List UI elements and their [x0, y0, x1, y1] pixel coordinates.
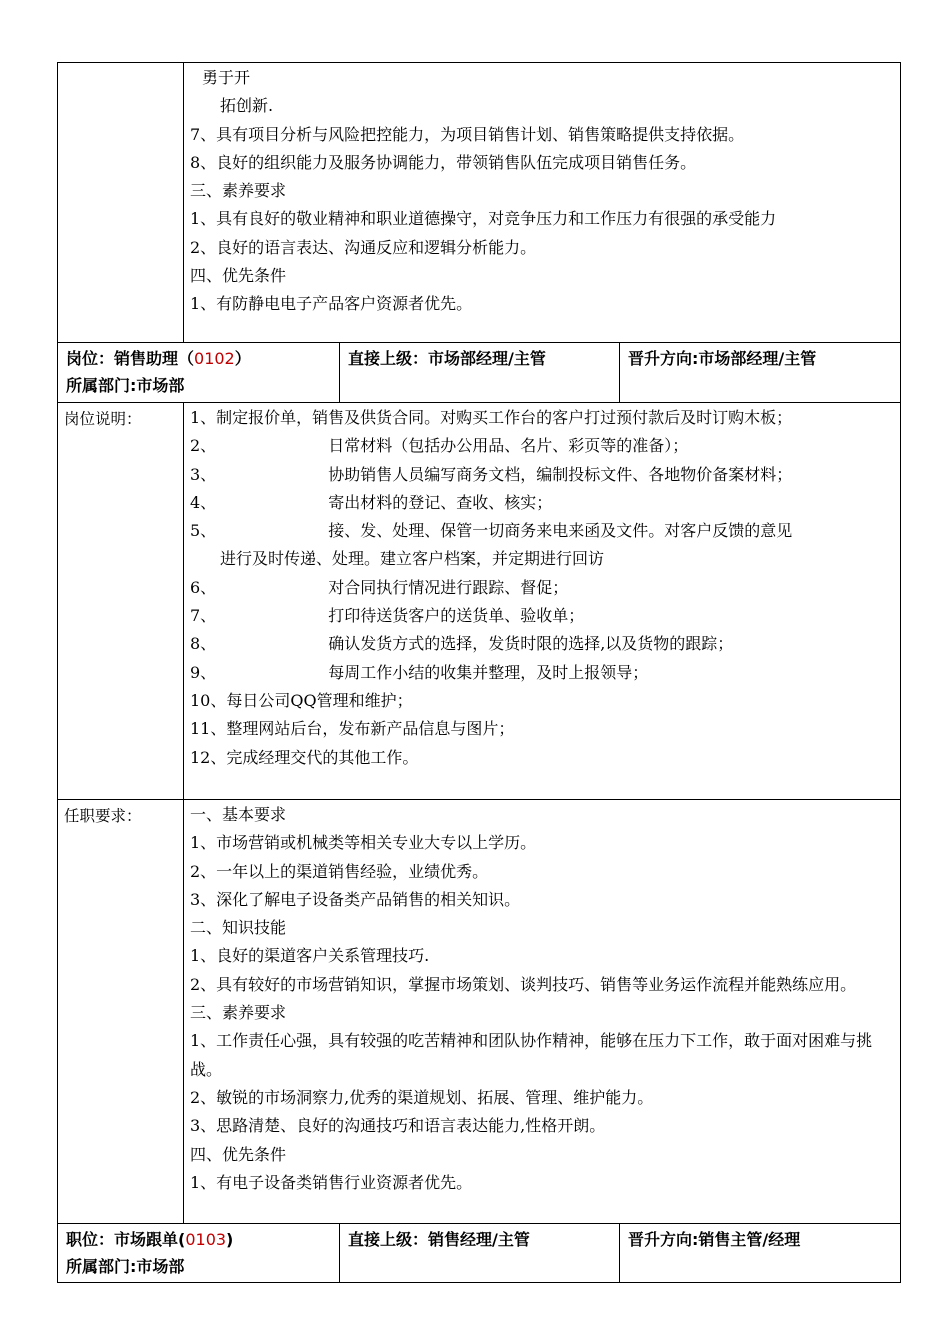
duty-line	[190, 630, 900, 658]
promotion-path: 晋升方向:销售主管/经理	[628, 1230, 801, 1249]
job-description-table	[57, 62, 901, 1283]
position-title-cell	[58, 343, 340, 403]
req-label-cell	[58, 800, 184, 1224]
duty-number: 6、	[190, 577, 217, 597]
position-title-suffix: )	[226, 1230, 234, 1249]
position-title-suffix: ）	[234, 349, 251, 368]
desc-content-cell	[184, 403, 901, 800]
position-title	[66, 345, 331, 372]
duty-number: 7、	[190, 606, 217, 626]
duty-text: 打印待送货客户的送货单、验收单；	[328, 606, 585, 626]
promotion-path: 晋升方向:市场部经理/主管	[628, 349, 817, 368]
duty-text: 日常材料（包括办公用品、名片、彩页等的准备）；	[328, 436, 689, 456]
requirement-line: 2、良好的语言表达、沟通反应和逻辑分析能力。	[190, 237, 537, 257]
requirement-heading: 一、基本要求	[190, 805, 287, 824]
supervisor-cell	[340, 343, 620, 403]
position-title-text: 职位：市场跟单(	[66, 1230, 186, 1249]
supervisor-cell	[340, 1224, 620, 1283]
duty-number: 2、	[190, 436, 217, 456]
job-description-row	[58, 403, 901, 800]
requirement-line: 3、思路清楚、良好的沟通技巧和语言表达能力,性格开朗。	[190, 1116, 606, 1136]
document-page	[57, 62, 900, 1283]
duty-text: 确认发货方式的选择，发货时限的选择,以及货物的跟踪；	[328, 634, 734, 654]
prev-label-cell	[58, 63, 184, 343]
requirement-line: 2、一年以上的渠道销售经验，业绩优秀。	[190, 861, 489, 881]
requirement-line: 1、有防静电电子产品客户资源者优先。	[190, 294, 473, 314]
requirement-line: 1、良好的渠道客户关系管理技巧.	[190, 946, 430, 966]
job-requirements-row	[58, 800, 901, 1224]
duty-line	[190, 489, 900, 517]
prev-requirements-row	[58, 63, 901, 343]
position-title	[66, 1226, 331, 1253]
duty-line: 11、整理网站后台，发布新产品信息与图片；	[190, 719, 515, 739]
requirement-line: 1、有电子设备类销售行业资源者优先。	[190, 1172, 473, 1192]
requirement-line: 3、深化了解电子设备类产品销售的相关知识。	[190, 889, 521, 909]
department: 所属部门:市场部	[66, 376, 185, 395]
duty-line	[190, 574, 900, 602]
duty-line: 12、完成经理交代的其他工作。	[190, 747, 419, 767]
position-header-row	[58, 1224, 901, 1283]
requirement-line: 勇于开	[202, 68, 251, 87]
position-title-cell	[58, 1224, 340, 1283]
requirement-line: 2、敏锐的市场洞察力,优秀的渠道规划、拓展、管理、维护能力。	[190, 1087, 654, 1107]
req-content-cell	[184, 800, 901, 1224]
requirement-line: 1、市场营销或机械类等相关专业大专以上学历。	[190, 833, 537, 853]
requirement-line: 7、具有项目分析与风险把控能力，为项目销售计划、销售策略提供支持依据。	[190, 124, 745, 144]
requirement-heading: 三、素养要求	[190, 181, 287, 201]
requirement-heading: 三、素养要求	[190, 1003, 287, 1023]
duty-text: 寄出材料的登记、查收、核实；	[328, 492, 553, 512]
duty-line	[190, 461, 900, 489]
requirement-line: 1、具有良好的敬业精神和职业道德操守，对竞争压力和工作压力有很强的承受能力	[190, 209, 777, 229]
promotion-cell	[620, 343, 901, 403]
prev-requirements-cell	[184, 63, 901, 343]
supervisor: 直接上级：销售经理/主管	[348, 1230, 530, 1249]
desc-label: 岗位说明：	[64, 410, 142, 428]
position-code: 0103	[185, 1230, 227, 1249]
duty-line	[190, 432, 900, 460]
position-title-text: 岗位：销售助理（	[66, 349, 195, 368]
position-code: 0102	[194, 349, 235, 368]
requirement-heading: 四、优先条件	[190, 1144, 287, 1164]
desc-label-cell	[58, 403, 184, 800]
duty-number: 4、	[190, 492, 217, 512]
position-header-row	[58, 343, 901, 403]
duty-number: 8、	[190, 634, 217, 654]
requirement-line: 拓创新.	[220, 96, 274, 116]
duty-line	[190, 517, 900, 545]
duty-line	[190, 602, 900, 630]
requirement-line: 2、具有较好的市场营销知识，掌握市场策划、谈判技巧、销售等业务运作流程并能熟练应用。	[190, 974, 857, 994]
department: 所属部门:市场部	[66, 1257, 185, 1276]
duty-line: 1、制定报价单，销售及供货合同。对购买工作台的客户打过预付款后及时订购木板；	[190, 408, 793, 427]
requirement-heading: 二、知识技能	[190, 918, 287, 938]
duty-number: 9、	[190, 662, 217, 682]
requirement-line: 1、工作责任心强，具有较强的吃苦精神和团队协作精神，能够在压力下工作，敢于面对困难与挑战。	[190, 1031, 873, 1079]
duty-text: 接、发、处理、保管一切商务来电来函及文件。对客户反馈的意见	[328, 521, 793, 541]
duty-text: 对合同执行情况进行跟踪、督促；	[328, 577, 569, 597]
requirement-heading: 四、优先条件	[190, 266, 287, 286]
duty-line-continued: 进行及时传递、处理。建立客户档案，并定期进行回访	[220, 549, 605, 569]
supervisor: 直接上级：市场部经理/主管	[348, 349, 546, 368]
duty-number: 5、	[190, 521, 217, 541]
req-label: 任职要求：	[64, 807, 142, 825]
duty-text: 协助销售人员编写商务文档，编制投标文件、各地物价备案材料；	[328, 464, 793, 484]
requirement-line: 8、良好的组织能力及服务协调能力，带领销售队伍完成项目销售任务。	[190, 152, 697, 172]
duty-number: 3、	[190, 464, 217, 484]
promotion-cell	[620, 1224, 901, 1283]
duty-line: 10、每日公司QQ管理和维护；	[190, 690, 413, 710]
duty-line	[190, 659, 900, 687]
duty-text: 每周工作小结的收集并整理，及时上报领导；	[328, 662, 649, 682]
